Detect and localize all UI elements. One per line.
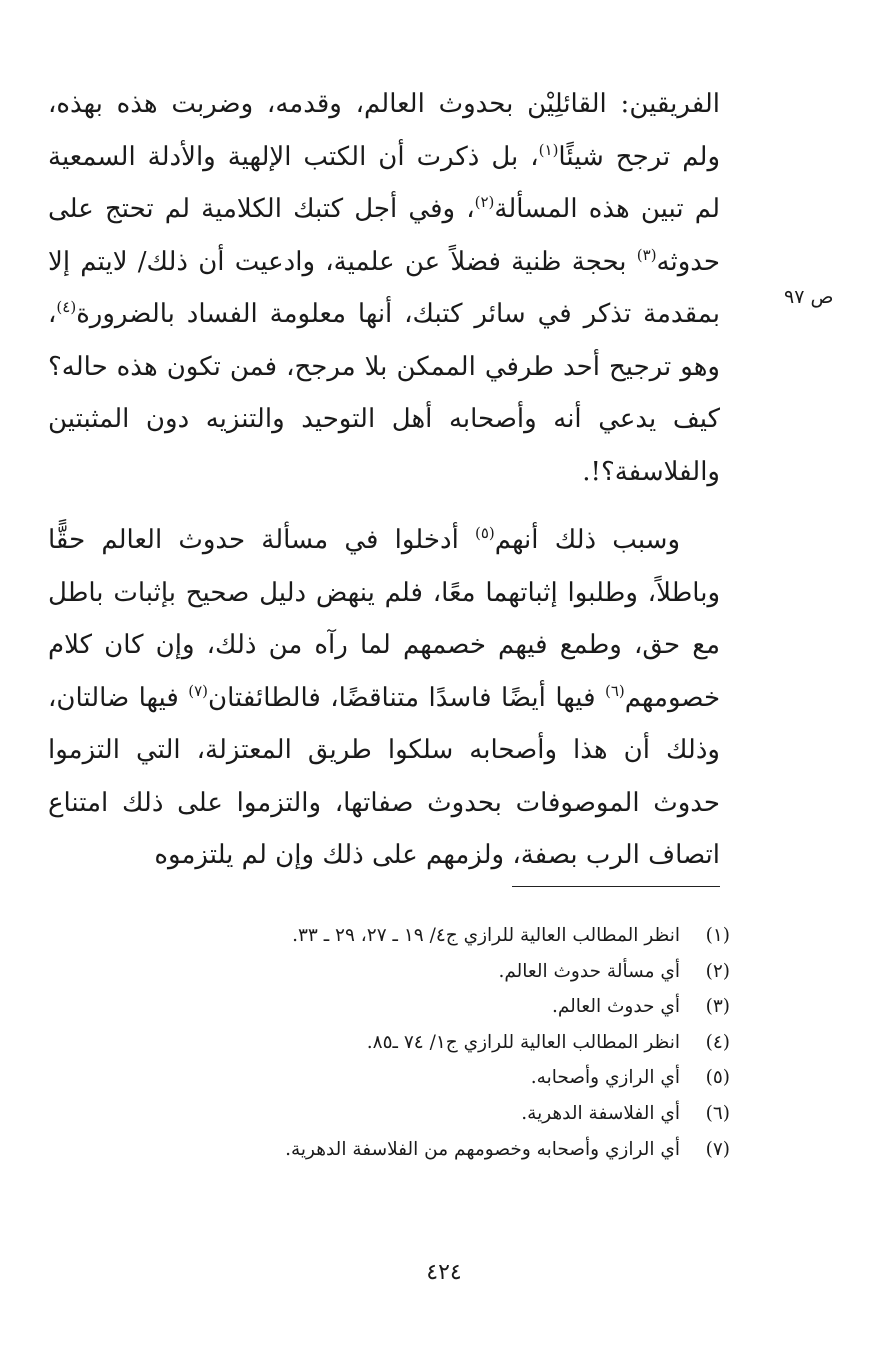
paragraph-1-text: ، بل ذكرت أن الكتب الإلهية والأدلة السمعية لم تبين هذه المسألة [48,141,721,224]
footnote-item [160,1132,730,1168]
footnote-number: (٣) [705,996,730,1018]
footnote-separator [512,886,720,887]
footnote-text: أي الرازي وأصحابه. [530,1067,680,1089]
footnote-text: أي الرازي وأصحابه وخصومهم من الفلاسفة الدهرية. [285,1138,680,1160]
paragraph-1-text: الفريقين: القائلِيْن بحدوث العالم، وقدمه، وضربت هذه بهذه، ولم ترجح شيئًا [48,89,720,172]
footnote-number: (٧) [705,1138,730,1160]
footnote-number: (٦) [705,1102,730,1124]
page-number: ٤٢٤ [426,1260,462,1285]
footnote-ref-4: (٤) [56,298,77,316]
paragraph-1-text: ، وفي أجل كتبك الكلامية لم تحتج على حدوثه [48,194,720,277]
footnote-text: انظر المطالب العالية للرازي ج١/ ٧٤ ـ٨٥. [366,1031,680,1053]
margin-page-reference: ص ٩٧ [784,286,834,308]
footnote-number: (١) [705,925,730,946]
footnote-number: (٤) [705,1031,730,1053]
footnote-item [160,1096,730,1132]
footnote-ref-3: (٣) [636,245,657,264]
footnote-item [160,989,730,1025]
paragraph-1-text: ، وهو ترجيح أحد طرفي الممكن بلا مرجح، فمن تكون هذه حاله؟ كيف يدعي أنه وأصحابه أهل التوحيد والتنزيه دون المثبتين والفلاسفة؟!. [48,299,720,487]
paragraph-2-text: وسبب ذلك أنهم [494,525,681,555]
footnote-text: أي مسألة حدوث العالم. [498,960,680,982]
footnote-text: أي الفلاسفة الدهرية. [521,1102,680,1124]
paragraph-1-text: بحجة ظنية فضلاً عن علمية، وادعيت أن ذلك/ لايتم إلا بمقدمة تذكر في سائر كتبك، أنها معلومة الفساد بالضرورة [48,246,720,329]
footnote-ref-2: (٢) [474,193,495,211]
paragraph-2-text: أدخلوا في مسألة حدوث العالم حقًّا وباطلاً، وطلبوا إثباتهما معًا، فلم ينهض دليل صحيح بإثبات باطل مع حق، وطمع فيهم خصمهم لما رآه من ذلك، وإن كان كلام خصومهم [48,525,721,713]
footnote-ref-1: (١) [538,140,559,159]
footnote-item [160,918,730,954]
footnote-ref-7: (٧) [188,681,209,700]
footnote-item [160,954,730,990]
paragraph-2-text: فيها ضالتان، وذلك أن هذا وأصحابه سلكوا طريق المعتزلة، التي التزموا حدوث الموصوفات بحدوث صفاتها، والتزموا على ذلك امتناع اتصاف الرب بصفة، ولزمهم على ذلك وإن لم يلتزموه [48,682,720,870]
main-text-block [48,78,720,882]
footnote-ref-5: (٥) [474,524,495,542]
paragraph-2-text: فيها أيضًا فاسدًا متناقضًا، فالطائفتان [208,682,605,713]
footnotes-list [160,918,730,1167]
paragraph-2 [48,514,720,882]
footnote-number: (٥) [705,1067,730,1089]
footnote-ref-6: (٦) [604,681,625,700]
footnote-number: (٢) [705,960,730,982]
footnote-text: انظر المطالب العالية للرازي ج٤/ ١٩ ـ ٢٧، ٢٩ ـ ٣٣. [292,925,680,946]
footnote-item [160,1060,730,1096]
footnote-text: أي حدوث العالم. [551,996,680,1018]
footnote-item [160,1025,730,1061]
paragraph-1 [48,78,720,498]
